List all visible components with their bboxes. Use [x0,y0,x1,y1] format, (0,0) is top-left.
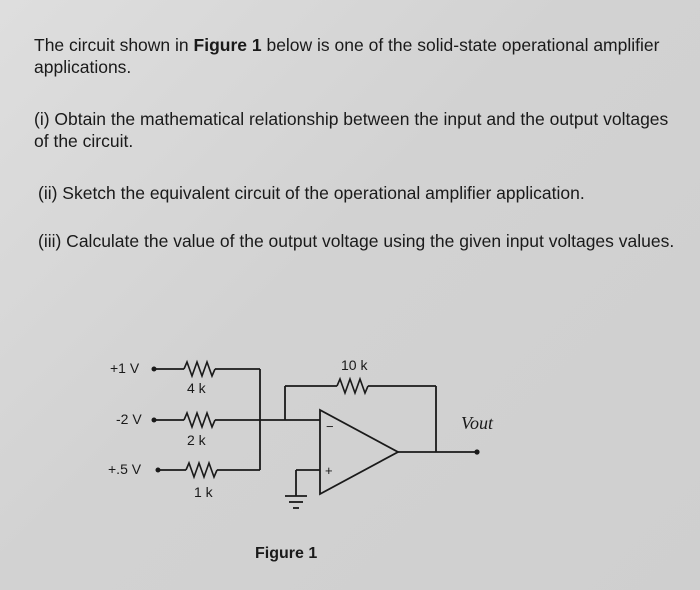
input-voltage-1-label: +1 V [110,360,140,376]
intro-text-end: below is one of the solid-state operational amplifier applications. [34,35,660,77]
resistor-2k [184,413,215,427]
resistor-4k [184,362,215,376]
resistor-1k [186,463,217,477]
input-voltage-2-label: -2 V [116,411,142,427]
output-terminal [474,449,479,454]
resistor-2k-label: 2 k [187,432,206,448]
question-i: (i) Obtain the mathematical relationship between the input and the output voltages of the circuit. [34,109,669,151]
question-ii: (ii) Sketch the equivalent circuit of the operational amplifier application. [38,183,585,203]
inverting-input-sign: − [326,419,334,434]
figure-caption: Figure 1 [255,545,318,562]
resistor-1k-label: 1 k [194,484,213,500]
figure-reference: Figure 1 [193,35,262,55]
input-voltage-3-label: +.5 V [108,461,142,477]
question-iii: (iii) Calculate the value of the output voltage using the given input voltages values. [38,231,675,251]
resistor-10k-label: 10 k [341,357,368,373]
ground-icon [285,496,307,508]
intro-text-start: The circuit shown in [34,35,194,55]
resistor-4k-label: 4 k [187,380,206,396]
noninverting-input-sign: + [325,463,333,478]
resistor-10k [337,379,368,393]
output-voltage-label: Vout [461,413,494,433]
